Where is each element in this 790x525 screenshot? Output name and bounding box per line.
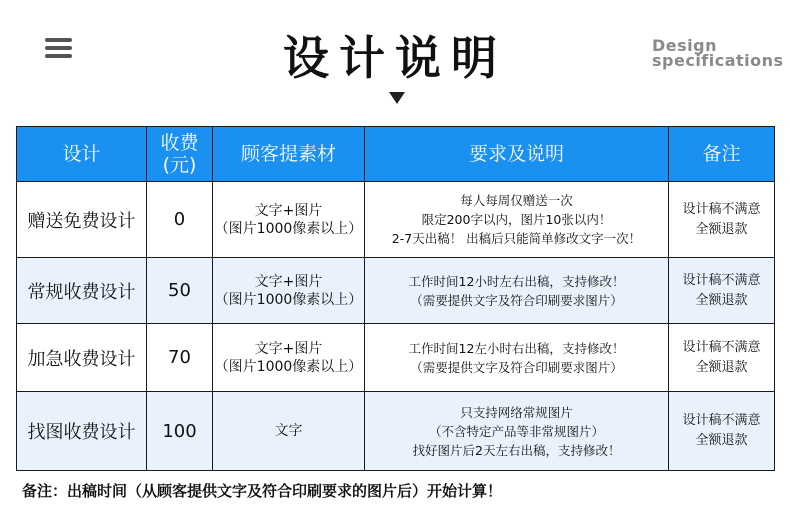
header-note: 备注 xyxy=(669,127,775,182)
requirements-cell xyxy=(365,182,669,258)
page-subtitle xyxy=(652,38,784,68)
note-cell xyxy=(669,258,775,324)
table-row xyxy=(17,324,775,392)
material-line: 文字+图片 xyxy=(254,202,323,219)
footer-note: 备注：出稿时间（从顾客提供文字及符合印刷要求的图片后）开始计算！ xyxy=(22,482,503,500)
note-line: 设计稿不满意 xyxy=(682,339,761,355)
note-cell xyxy=(669,324,775,392)
requirement-line: 工作时间12左小时右出稿，支持修改！ xyxy=(408,340,625,356)
note-line: 设计稿不满意 xyxy=(682,201,761,217)
requirement-line: 找好图片后2天左右出稿，支持修改！ xyxy=(412,442,621,458)
header-material: 顾客提素材 xyxy=(213,127,365,182)
requirements-cell xyxy=(365,258,669,324)
material-line: （图片1000像素以上） xyxy=(214,220,363,237)
service-name: 找图收费设计 xyxy=(17,392,147,471)
note-line: 全额退款 xyxy=(695,221,748,237)
table-row xyxy=(17,392,775,471)
service-name: 加急收费设计 xyxy=(17,324,147,392)
header-fee-label: 收费 xyxy=(160,132,199,154)
header-requirements: 要求及说明 xyxy=(365,127,669,182)
service-fee: 0 xyxy=(147,182,213,258)
pricing-table xyxy=(16,126,775,471)
material-line: （图片1000像素以上） xyxy=(214,358,363,375)
requirement-line: 工作时间12小时左右出稿，支持修改！ xyxy=(408,273,625,289)
requirement-line: （需要提供文字及符合印刷要求图片） xyxy=(410,292,623,308)
service-fee: 100 xyxy=(147,392,213,471)
requirement-line: 每人每周仅赠送一次 xyxy=(460,193,573,208)
material-line: 文字 xyxy=(274,423,303,439)
subtitle-line-1: Design xyxy=(652,36,717,55)
material-line: 文字+图片 xyxy=(254,340,323,357)
header-design: 设计 xyxy=(17,127,147,182)
table-row xyxy=(17,182,775,258)
note-line: 全额退款 xyxy=(695,433,748,448)
service-fee: 50 xyxy=(147,258,213,324)
requirement-line: 限定200字以内，图片10张以内！ xyxy=(421,212,612,227)
header-fee-unit: (元) xyxy=(162,154,197,176)
material-cell xyxy=(213,182,365,258)
material-line: 文字+图片 xyxy=(254,273,323,290)
note-line: 设计稿不满意 xyxy=(682,413,761,428)
service-name: 赠送免费设计 xyxy=(17,182,147,258)
requirement-line: 只支持网络常规图片 xyxy=(460,404,573,420)
requirement-line: 2-7天出稿！ 出稿后只能简单修改文字一次！ xyxy=(391,231,642,246)
requirement-line: （不含特定产品等非常规图片） xyxy=(428,423,604,439)
down-arrow-icon xyxy=(389,92,405,104)
service-name: 常规收费设计 xyxy=(17,258,147,324)
note-line: 全额退款 xyxy=(695,359,748,375)
material-cell xyxy=(213,258,365,324)
subtitle-line-2: specifications xyxy=(652,51,784,70)
requirements-cell xyxy=(365,324,669,392)
note-line: 设计稿不满意 xyxy=(682,272,761,288)
material-cell xyxy=(213,324,365,392)
material-cell xyxy=(213,392,365,471)
service-fee: 70 xyxy=(147,324,213,392)
header-fee xyxy=(147,127,213,182)
table-header-row xyxy=(17,127,775,182)
material-line: （图片1000像素以上） xyxy=(214,291,363,308)
requirements-cell xyxy=(365,392,669,471)
note-cell xyxy=(669,392,775,471)
note-line: 全额退款 xyxy=(695,292,748,308)
table-row xyxy=(17,258,775,324)
note-cell xyxy=(669,182,775,258)
page-title: 设计说明 xyxy=(283,31,507,85)
requirement-line: （需要提供文字及符合印刷要求图片） xyxy=(410,359,623,375)
